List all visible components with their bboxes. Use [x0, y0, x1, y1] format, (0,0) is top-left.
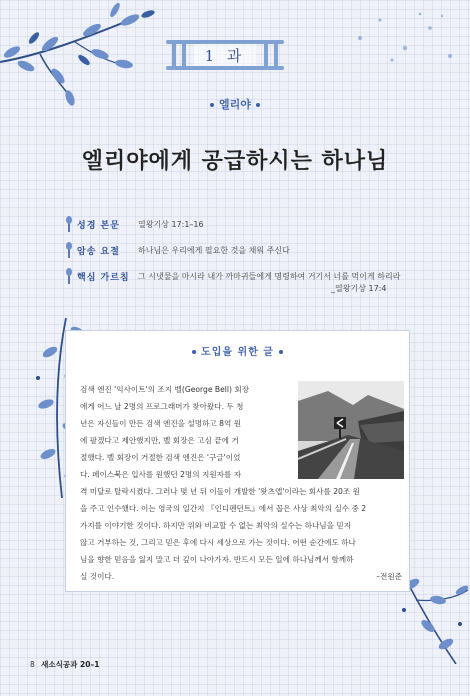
dots-decoration-icon [350, 8, 460, 68]
intro-line: 가지를 이야기한 것이다. 하지만 위와 비교할 수 없는 최악의 실수는 하나님을 믿지 [80, 521, 352, 530]
info-row-scripture [64, 216, 444, 232]
info-tag [64, 216, 138, 232]
intro-line: 님을 향한 믿음을 잃지 말고 더 깊이 나아가자. 반드시 모든 일에 하나님께서 함께하 [80, 555, 354, 564]
scripture-label: 성경 본문 [77, 220, 120, 231]
page-footer [30, 659, 99, 670]
branch-decoration-icon [0, 0, 170, 110]
bullet-icon [192, 350, 196, 354]
lesson-subtitle [0, 96, 470, 112]
banner-bottom-bar [166, 66, 284, 70]
intro-header-text: 도입을 위한 글 [201, 347, 274, 358]
banner-rung [182, 44, 186, 66]
page-title: 엘리야에게 공급하시는 하나님 [81, 149, 389, 174]
intro-line: 에 팔겠다고 제안했지만, 벨 회장은 고심 끝에 거 [80, 436, 239, 445]
sprout-icon [64, 242, 74, 258]
intro-last-line [80, 568, 402, 585]
intro-line: 실 것이다. [80, 572, 115, 581]
bullet-icon [210, 103, 214, 107]
intro-author: –전원준 [376, 572, 402, 581]
lesson-info [64, 216, 444, 305]
page-number: 8 [30, 660, 35, 669]
info-row-core [64, 268, 444, 295]
banner-rung [172, 44, 176, 66]
intro-body [80, 381, 402, 585]
subtitle-text: 엘리야 [219, 98, 251, 111]
core-label: 핵심 가르침 [77, 272, 130, 283]
banner-rung [264, 44, 268, 66]
memory-label: 암송 요절 [77, 246, 120, 257]
intro-line: 에게 어느 날 2명의 프로그래머가 찾아왔다. 두 청 [80, 402, 244, 411]
book-title: 새소식공과 20–1 [41, 660, 100, 669]
intro-header [66, 343, 409, 358]
info-tag [64, 268, 138, 284]
scripture-value: 열왕기상 17:1–16 [138, 220, 204, 229]
intro-box [65, 330, 410, 592]
lesson-banner [166, 40, 284, 70]
bullet-icon [256, 103, 260, 107]
intro-line: 않고 거부하는 것, 그리고 믿은 후에 다시 세상으로 가는 것이다. 어떤 순간에도 하나 [80, 538, 356, 547]
sprout-icon [64, 216, 74, 232]
intro-line: 다. 페이스북은 입사를 원했던 2명의 지원자를 자 [80, 470, 242, 479]
lesson-number: 1 과 [194, 44, 256, 66]
banner-rung [274, 44, 278, 66]
intro-line: 절했다. 벨 회장이 거절한 검색 엔진은 '구글'이었 [80, 453, 241, 462]
intro-line: 년은 자신들이 만든 검색 엔진을 설명하고 8억 원 [80, 419, 242, 428]
intro-line: 을 주고 인수했다. 이는 영국의 일간지 『인디펜던트』에서 꼽은 사상 최악의 실수 중 2 [80, 504, 367, 513]
core-reference: _열왕기상 17:4 [331, 284, 387, 293]
bullet-icon [279, 350, 283, 354]
core-value: 그 시냇물을 마시라 내가 까마귀들에게 명령하여 거기서 너를 먹이게 하리라 [138, 272, 401, 281]
intro-line: 격 미달로 탈락시켰다. 그러나 몇 년 뒤 이들이 개발한 '왓츠앱'이라는 회사를 20조 원 [80, 487, 360, 496]
info-tag [64, 242, 138, 258]
sprout-icon [64, 268, 74, 284]
core-value-wrap [138, 268, 400, 295]
info-row-memory [64, 242, 444, 258]
memory-value: 하나님은 우리에게 필요한 것을 채워 주신다 [138, 246, 290, 255]
intro-line: 검색 엔진 '익사이트'의 조지 벨(George Bell) 회장 [80, 385, 250, 394]
